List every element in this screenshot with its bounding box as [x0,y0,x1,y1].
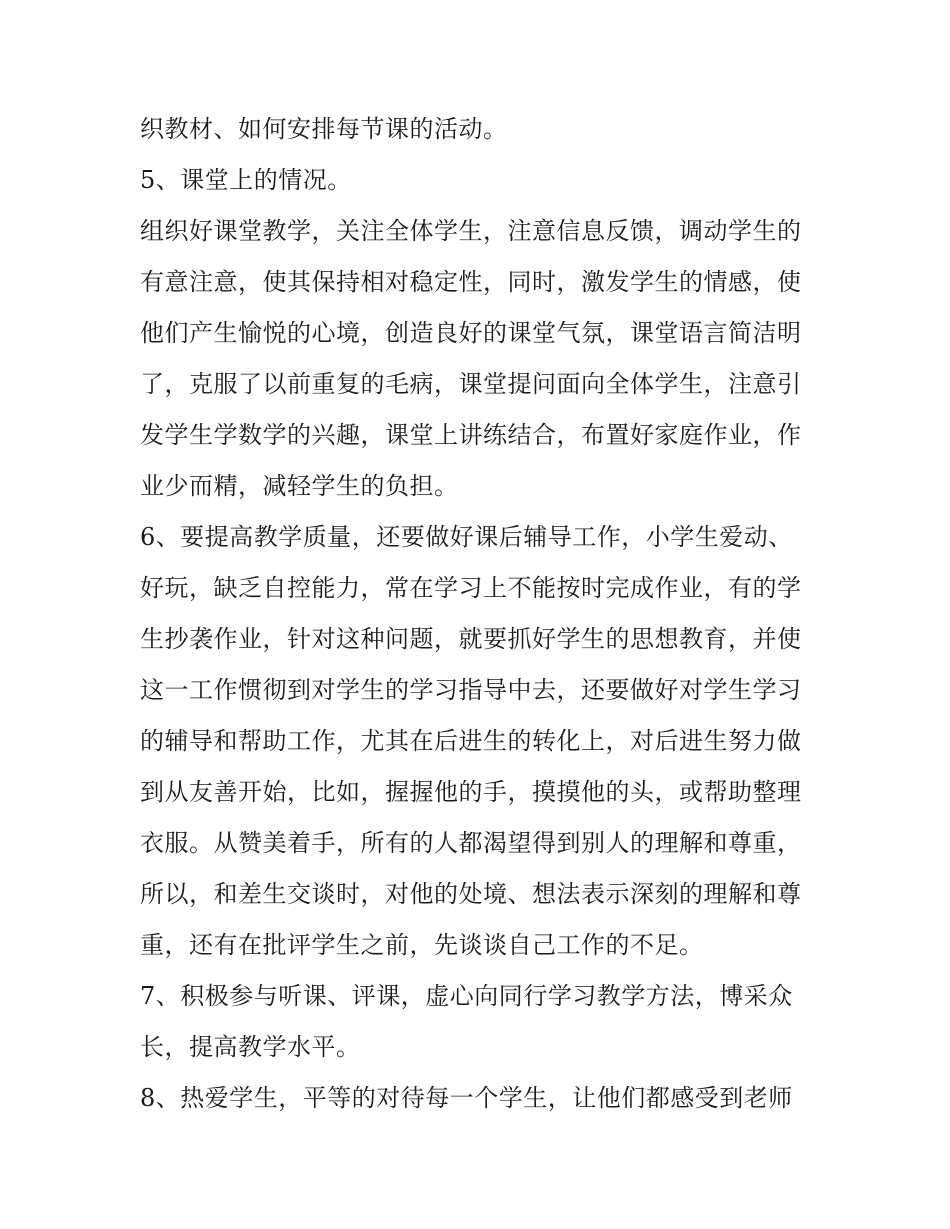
text-line: 5、课堂上的情况。 [140,166,352,194]
text-line: 衣服。从赞美着手，所有的人都渴望得到别人的理解和尊重， [140,829,802,857]
text-line: 这一工作惯彻到对学生的学习指导中去，还要做好对学生学习 [140,676,802,704]
text-line: 发学生学数学的兴趣，课堂上讲练结合，布置好家庭作业，作 [140,421,802,449]
text-line: 了，克服了以前重复的毛病，课堂提问面向全体学生，注意引 [140,370,802,398]
text-line: 业少而精，减轻学生的负担。 [140,472,459,500]
text-line: 的辅导和帮助工作，尤其在后进生的转化上，对后进生努力做 [140,727,802,755]
text-line: 8、热爱学生，平等的对待每一个学生，让他们都感受到老师 [140,1084,793,1112]
text-line: 生抄袭作业，针对这种问题，就要抓好学生的思想教育，并使 [140,625,802,653]
text-line: 好玩，缺乏自控能力，常在学习上不能按时完成作业，有的学 [140,574,802,602]
text-line: 织教材、如何安排每节课的活动。 [140,115,508,143]
text-line: 有意注意，使其保持相对稳定性，同时，激发学生的情感，使 [140,268,802,296]
text-line: 到从友善开始，比如，握握他的手，摸摸他的头，或帮助整理 [140,778,802,806]
text-line: 组织好课堂教学，关注全体学生，注意信息反馈，调动学生的 [140,217,802,245]
text-line: 重，还有在批评学生之前，先谈谈自己工作的不足。 [140,931,704,959]
text-line: 他们产生愉悦的心境，创造良好的课堂气氛，课堂语言简洁明 [140,319,802,347]
text-line: 6、要提高教学质量，还要做好课后辅导工作，小学生爱动、 [140,523,793,551]
text-line: 7、积极参与听课、评课，虚心向同行学习教学方法，博采众 [140,982,793,1010]
text-line: 所以，和差生交谈时，对他的处境、想法表示深刻的理解和尊 [140,880,802,908]
text-line: 长，提高教学水平。 [140,1033,361,1061]
